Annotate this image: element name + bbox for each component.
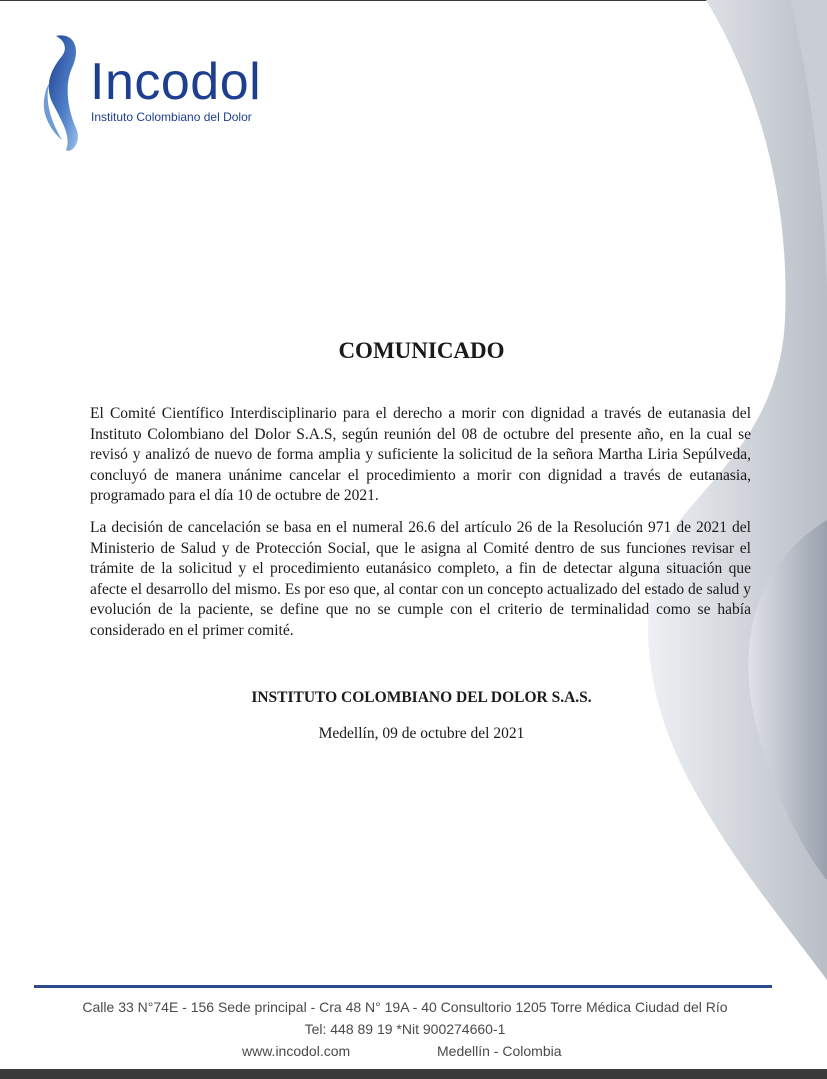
signature-organization: INSTITUTO COLOMBIANO DEL DOLOR S.A.S.	[251, 689, 592, 706]
footer-phone-nit: Tel: 448 89 19 *Nit 900274660-1	[304, 1021, 506, 1037]
logo-wordmark: Incodol	[90, 53, 262, 111]
logo-subtitle: Instituto Colombiano del Dolor	[91, 110, 252, 124]
footer-city: Medellín - Colombia	[437, 1043, 562, 1059]
incodol-logo	[42, 32, 282, 154]
footer-website-link[interactable]: www.incodol.com	[242, 1043, 351, 1059]
footer-divider	[34, 985, 772, 988]
paragraph-2: La decisión de cancelación se basa en el numeral 26.6 del artículo 26 de la Resolución 971 de 2021 del Ministerio de Salud y de Protección Social, que le asigna al Comité dentro de sus funciones revisar el trámite de la solicitud y el procedimiento eutanásico completo, a fin de detectar alguna situación que afecte el desarrollo del mismo. Es por eso que, al contar con un concepto actualizado del estado de salud y evolución de la paciente, se define que no se cumple con el criterio de terminalidad como se había considerado en el primer comité.	[90, 519, 751, 639]
paragraph-1: El Comité Científico Interdisciplinario para el derecho a morir con dignidad a través de eutanasia del Instituto Colombiano del Dolor S.A.S, según reunión del 08 de octubre del presente año, en la cual se revisó y analizó de nuevo de forma amplia y suficiente la solicitud de la señora Martha Liria Sepúlveda, concluyó de manera unánime cancelar el procedimiento a morir con dignidad a través de eutanasia, programado para el día 10 de octubre de 2021.	[90, 405, 751, 505]
footer-address: Calle 33 N°74E - 156 Sede principal - Cra 48 N° 19A - 40 Consultorio 1205 Torre Médica Ciudad del Río	[82, 999, 728, 1015]
bottom-bar	[0, 1069, 827, 1079]
document-title: COMUNICADO	[338, 338, 505, 363]
flame-icon	[42, 32, 88, 154]
place-date: Medellín, 09 de octubre del 2021	[318, 725, 525, 742]
